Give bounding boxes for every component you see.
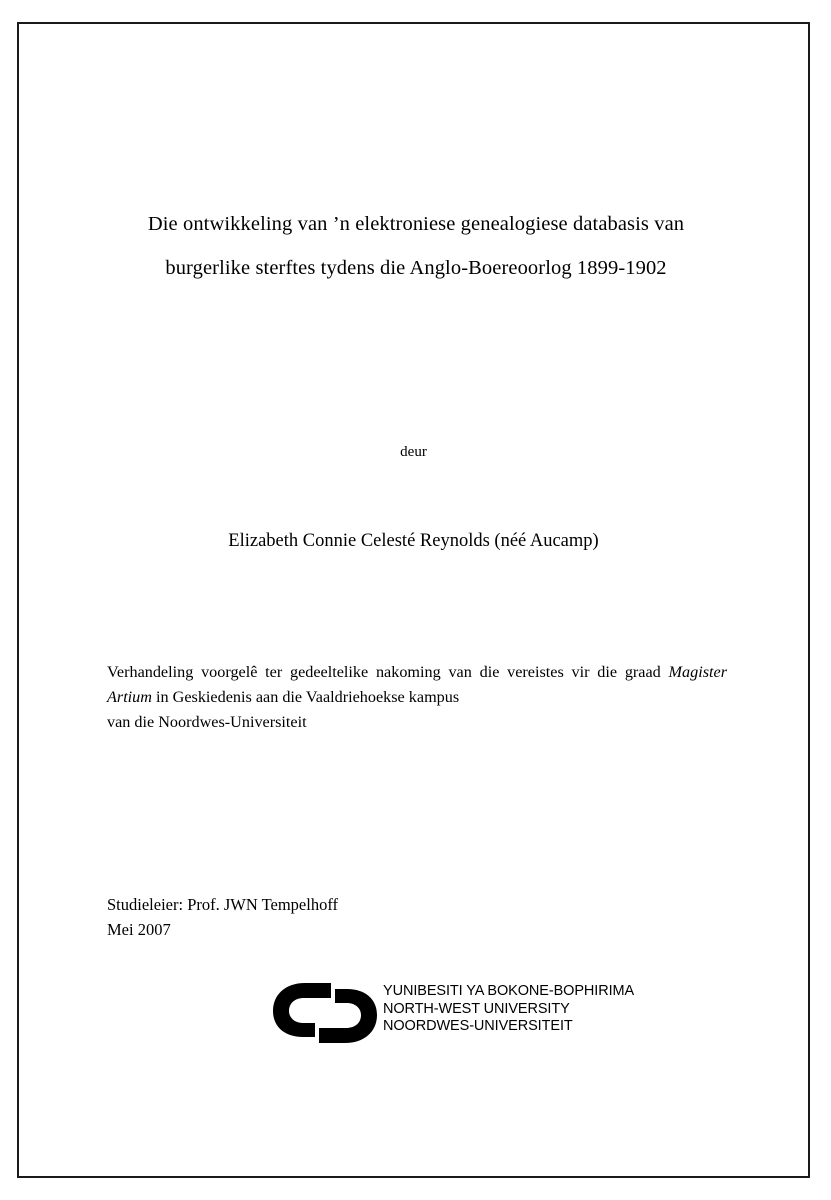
supervisor-line: Studieleier: Prof. JWN Tempelhoff [107,895,339,914]
title-line-1: Die ontwikkeling van ’n elektroniese genealogiese databasis van [147,213,685,235]
page-title [91,202,741,290]
statement-line-2-before: graad [624,663,669,681]
logo-text-line-2: NORTH-WEST UNIVERSITY [383,1000,570,1017]
author-name: Elizabeth Connie Celesté Reynolds (néé Aucamp) [228,531,599,551]
statement-line-1: Verhandeling voorgelê ter gedeeltelike nakoming van die vereistes vir die [107,663,618,681]
title-line-2: burgerlike sterftes tydens die Anglo-Boereoorlog 1899-1902 [165,257,667,279]
university-logo [251,979,635,1049]
degree-statement [107,660,727,735]
nwu-logo-mark [271,981,379,1045]
title-page [19,24,808,1176]
date-line: Mei 2007 [107,920,171,939]
logo-text-line-3: NOORDWES-UNIVERSITEIT [383,1018,573,1034]
statement-line-3: van die Noordwes-Universiteit [107,713,307,731]
logo-text-line-1: YUNIBESITI YA BOKONE-BOPHIRIMA [383,983,635,999]
statement-line-2-after: in Geskiedenis aan die Vaaldriehoekse kampus [151,688,460,706]
page-border [17,22,810,1178]
logo-text-block [383,983,634,1036]
supervisor-block [107,892,338,942]
byline-label: deur [400,444,427,460]
degree-name: Magister Artium [107,663,727,706]
